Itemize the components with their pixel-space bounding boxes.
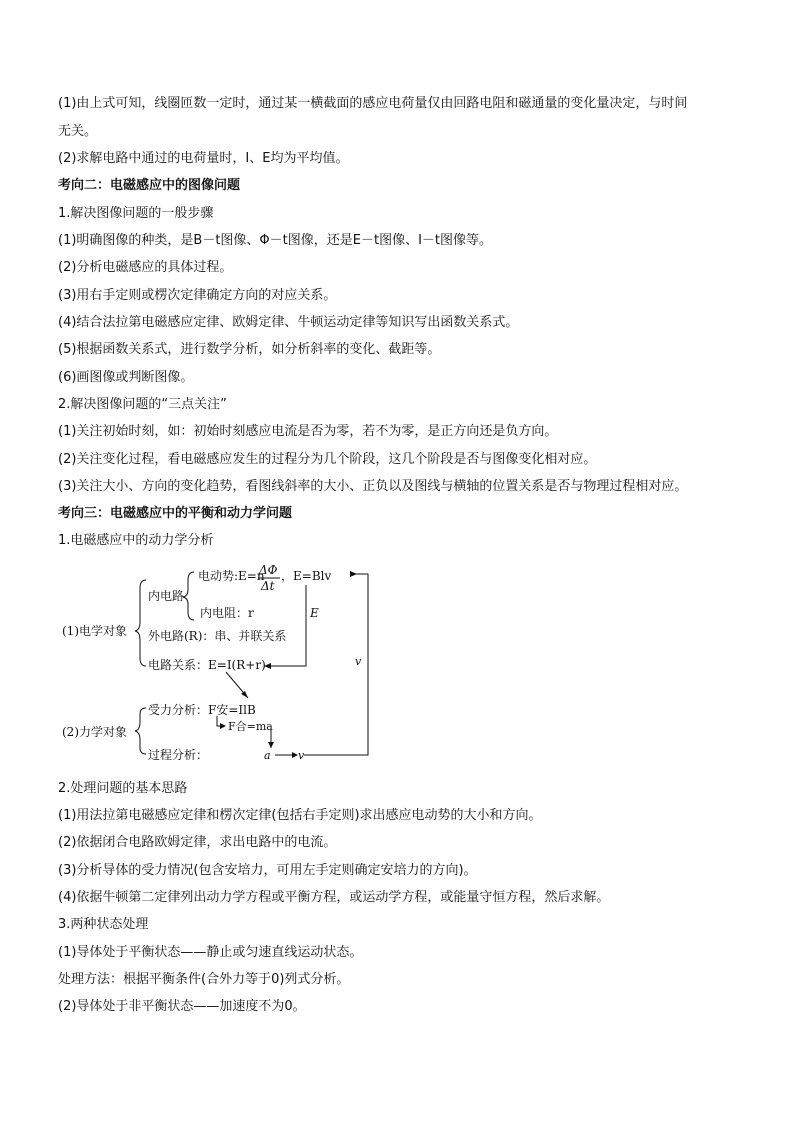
subheading: 1.解决图像问题的一般步骤 [58,206,214,221]
subheading: 2.处理问题的基本思路 [58,781,188,796]
paragraph-line: (1)由上式可知，线圈匝数一定时，通过某一横截面的感应电荷量仅由回路电阻和磁通量的变化量决定，与时间 [58,96,688,111]
electric-object-label: (1)电学对象 [62,624,127,638]
paragraph-line: 无关。 [58,124,98,139]
acceleration-label: a [264,749,271,760]
paragraph-line: (5)根据函数关系式，进行数学分析，如分析斜率的变化、截距等。 [58,342,441,357]
section-heading: 考向三：电磁感应中的平衡和动力学问题 [58,506,293,521]
paragraph-line: (3)用右手定则或楞次定律确定方向的对应关系。 [58,288,337,303]
paragraph-line: (1)导体处于平衡状态——静止或匀速直线运动状态。 [58,945,363,960]
outer-circuit-label: 外电路(R)：串、并联关系 [148,629,287,643]
paragraph-line: (2)关注变化过程，看电磁感应发生的过程分为几个阶段，这几个阶段是否与图像变化相对应。 [58,452,597,467]
circuit-relation-label: 电路关系：E=I(R+r) [148,658,266,672]
paragraph-line: (2)依据闭合电路欧姆定律，求出电路中的电流。 [58,835,337,850]
paragraph-line: (2)导体处于非平衡状态——加速度不为0。 [58,999,306,1014]
emf-label: 电动势:E=n [198,569,265,583]
paragraph-line: (3)分析导体的受力情况(包含安培力，可用左手定则确定安培力的方向)。 [58,863,477,878]
paragraph-line: (4)结合法拉第电磁感应定律、欧姆定律、牛顿运动定律等知识写出函数关系式。 [58,315,519,330]
emf-fraction-numerator: ΔΦ [259,563,278,577]
paragraph-line: (6)画图像或判断图像。 [58,370,194,385]
loop-label-e: E [310,606,319,620]
dynamics-analysis-diagram [58,560,378,760]
inner-circuit-label: 内电路 [148,589,185,603]
loop-label-v: v [355,655,362,668]
paragraph-line: (3)关注大小、方向的变化趋势，看图线斜率的大小、正负以及图线与横轴的位置关系是否与物理过程相对应。 [58,479,688,494]
subheading: 1.电磁感应中的动力学分析 [58,533,214,548]
paragraph-line: (2)求解电路中通过的电荷量时，I、E均为平均值。 [58,151,349,166]
paragraph-line: (1)明确图像的种类，是B－t图像、Φ－t图像，还是E－t图像、I－t图像等。 [58,233,493,248]
force-analysis-label: 受力分析：F安=IlB [148,703,256,717]
paragraph-line: (4)依据牛顿第二定律列出动力学方程或平衡方程，或运动学方程，或能量守恒方程，然后求解。 [58,890,610,905]
emf-fraction-denominator: Δt [261,579,275,593]
subheading: 3.两种状态处理 [58,917,149,932]
subheading: 2.解决图像问题的“三点关注” [58,397,227,412]
mechanics-object-label: (2)力学对象 [62,725,127,739]
paragraph-line: (1)用法拉第电磁感应定律和楞次定律(包括右手定则)求出感应电动势的大小和方向。 [58,808,542,823]
paragraph-line: (2)分析电磁感应的具体过程。 [58,260,233,275]
emf-alt-formula: ，E=Blv [281,569,332,583]
process-analysis-label: 过程分析： [148,748,209,760]
paragraph-line: (1)关注初始时刻，如：初始时刻感应电流是否为零，若不为零，是正方向还是负方向。 [58,424,558,439]
paragraph-line: 处理方法：根据平衡条件(合外力等于0)列式分析。 [58,972,350,987]
net-force-label: F合=ma [228,720,273,733]
section-heading: 考向二：电磁感应中的图像问题 [58,178,241,193]
velocity-label: v [298,749,305,760]
inner-resistance-label: 内电阻：r [200,606,254,620]
